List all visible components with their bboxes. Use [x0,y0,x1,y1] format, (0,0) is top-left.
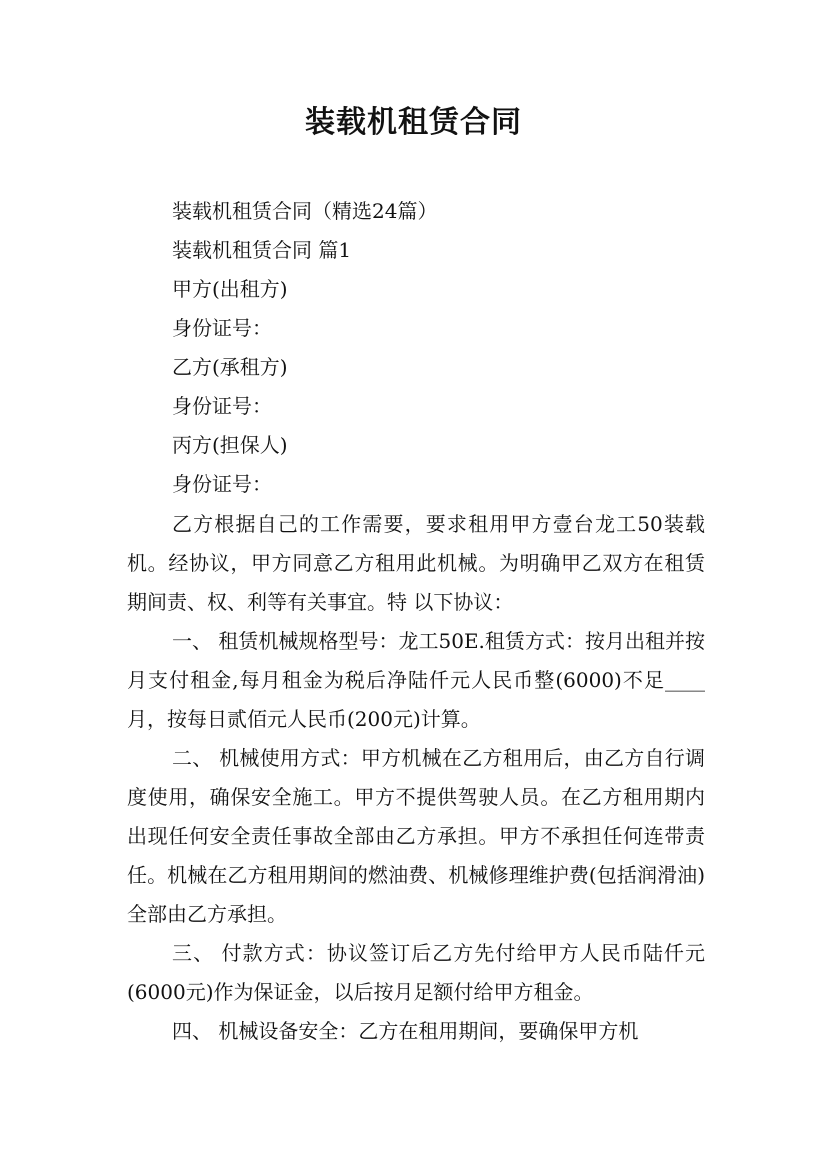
clause-2-paragraph: 二、 机械使用方式：甲方机械在乙方租用后，由乙方自行调度使用，确保安全施工。甲方不提供驾驶人员。在乙方租用期内出现任何安全责任事故全部由乙方承担。甲方不承担任何连带责任。机械在乙方租用期间的燃油费、机械修理维护费(包括润滑油)全部由乙方承担。 [127,746,705,926]
chapter-heading: 装载机租赁合同 篇1 [172,238,352,262]
party-c-id-label: 身份证号： [172,472,272,496]
intro-paragraph: 乙方根据自己的工作需要，要求租用甲方壹台龙工50装载机。经协议，甲方同意乙方租用此机械。为明确甲乙双方在租赁期间责、权、利等有关事宜。特 以下协议： [127,512,705,614]
party-c-label: 丙方(担保人) [172,433,288,457]
party-b-label: 乙方(承租方) [172,355,288,379]
party-a-id-label: 身份证号： [172,316,272,340]
party-b-id-label: 身份证号： [172,394,272,418]
clause-4-paragraph: 四、 机械设备安全：乙方在租用期间，要确保甲方机 [172,1019,639,1043]
party-a-label: 甲方(出租方) [172,277,288,301]
document-subtitle: 装载机租赁合同（精选24篇） [172,199,438,223]
clause-1-paragraph: 一、 租赁机械规格型号：龙工50E.租赁方式：按月出租并按月支付租金,每月租金为税后净陆仟元人民币整(6000)不足____月，按每日贰佰元人民币(200元)计算。 [127,629,705,731]
document-title: 装载机租赁合同 [305,105,522,140]
clause-3-paragraph: 三、 付款方式：协议签订后乙方先付给甲方人民币陆仟元(6000元)作为保证金，以后按月足额付给甲方租金。 [127,941,705,1004]
